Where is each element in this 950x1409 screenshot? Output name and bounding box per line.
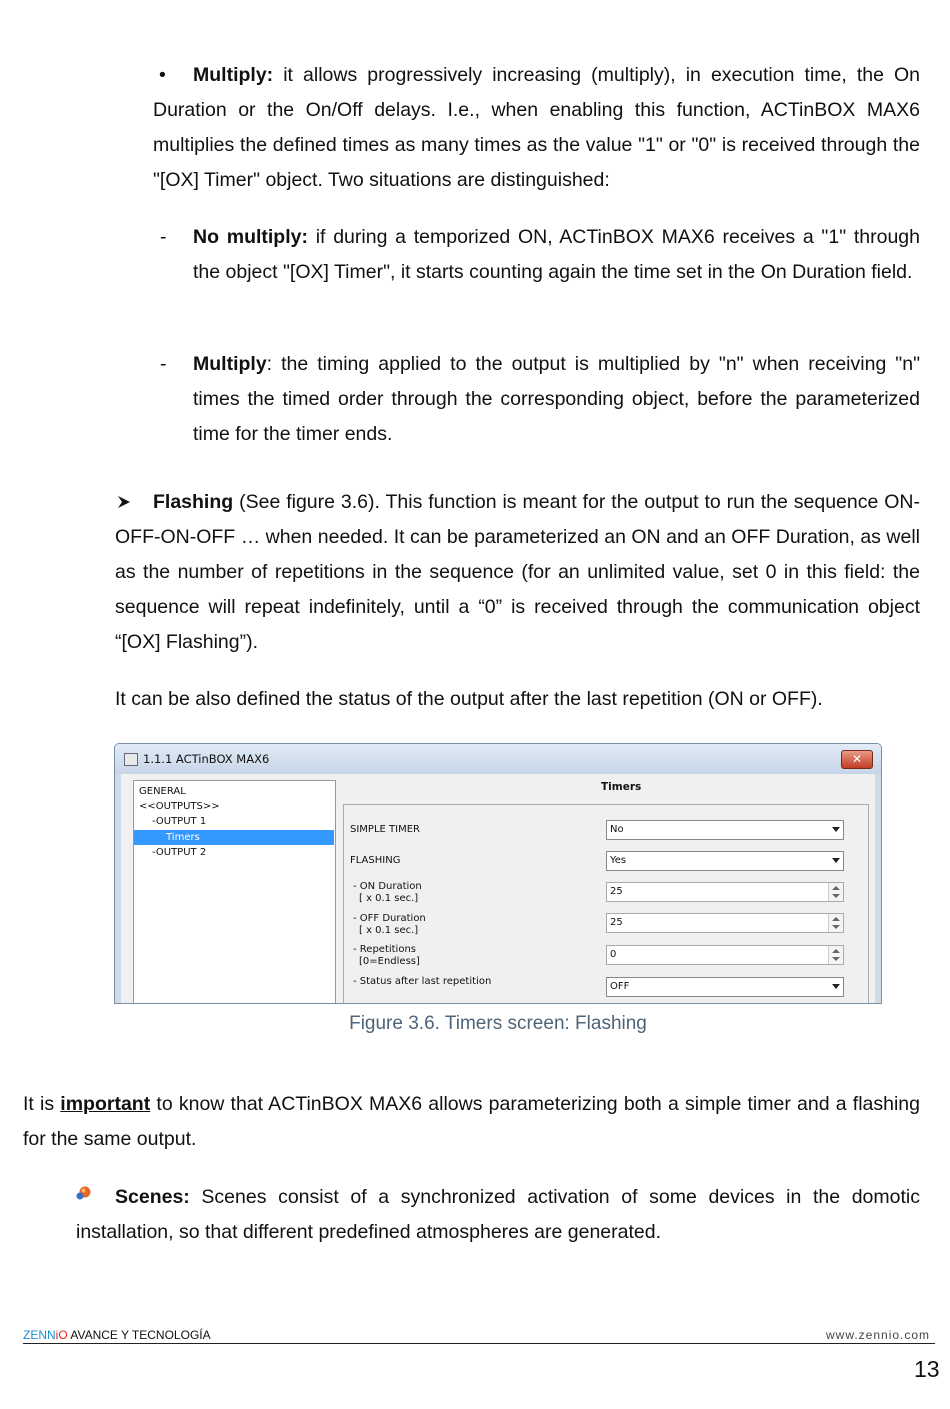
spin-buttons[interactable]	[828, 946, 843, 964]
bullet-dot: •	[159, 64, 166, 86]
flashing-value: Yes	[610, 855, 627, 866]
dash-marker: -	[160, 353, 167, 375]
multiply-title: Multiply:	[193, 64, 274, 86]
timers-groupbox	[343, 804, 869, 1004]
flashing-status-paragraph: It can be also defined the status of the output after the last repetition (ON or OFF).	[115, 688, 823, 710]
brand-tagline: AVANCE Y TECNOLOGÍA	[67, 1328, 211, 1342]
scenes-text: Scenes consist of a synchronized activation of some devices in the domotic installation, so that different predefined atmospheres are generated.	[76, 1186, 920, 1243]
spin-up-icon	[832, 917, 840, 921]
scenes-paragraph	[76, 1180, 920, 1250]
scenes-title: Scenes:	[115, 1186, 190, 1208]
no-multiply-paragraph	[193, 220, 920, 290]
window-body	[121, 774, 875, 1004]
tree-item-timers[interactable]	[134, 830, 334, 845]
important-post: to know that ACTinBOX MAX6 allows parameterizing both a simple timer and a flashing for the same output.	[23, 1093, 920, 1150]
spin-buttons[interactable]	[828, 914, 843, 932]
tree-item-output-1[interactable]: -OUTPUT 1	[152, 816, 207, 827]
footer-url[interactable]: www.zennio.com	[826, 1328, 931, 1342]
important-pre: It is	[23, 1093, 61, 1115]
off-duration-input[interactable]	[606, 913, 844, 933]
brand-logo	[23, 1328, 68, 1342]
dash-marker: -	[160, 226, 167, 248]
simple-timer-label: SIMPLE TIMER	[350, 824, 420, 835]
status-select[interactable]	[606, 977, 844, 997]
simple-timer-select[interactable]	[606, 820, 844, 840]
status-label: - Status after last repetition	[353, 976, 492, 987]
figure-caption: Figure 3.6. Timers screen: Flashing	[349, 1013, 647, 1034]
footer-divider	[23, 1343, 935, 1344]
status-value: OFF	[610, 981, 630, 992]
on-duration-label: - ON Duration	[353, 881, 422, 892]
on-duration-unit: [ x 0.1 sec.]	[359, 893, 419, 904]
spin-down-icon	[832, 925, 840, 929]
multiply-sub-text: : the timing applied to the output is multiplied by "n" when receiving "n" times the timed order through the corresponding object, before the parameterized time for the timer ends.	[193, 353, 920, 445]
flashing-text: (See figure 3.6). This function is meant for the output to run the sequence ON-OFF-ON-OFF … when needed. It can be parameterized an ON and an OFF Duration, as well as the number of repetitions in the sequence (for an unlimited value, set 0 in this field: the sequence will repeat indefinitely, until a “0” is received through the communication object “[OX] Flashing”).	[115, 491, 920, 653]
footer-brand	[23, 1328, 211, 1342]
tree-item-output-2[interactable]: -OUTPUT 2	[152, 847, 207, 858]
spin-down-icon	[832, 957, 840, 961]
tree-item-outputs[interactable]: <<OUTPUTS>>	[139, 801, 220, 812]
no-multiply-text: if during a temporized ON, ACTinBOX MAX6 receives a "1" through the object "[OX] Timer", it starts counting again the time set in the On Duration field.	[193, 226, 920, 283]
off-duration-value: 25	[610, 917, 623, 928]
repetitions-input[interactable]	[606, 945, 844, 965]
flashing-label: FLASHING	[350, 855, 401, 866]
important-word: important	[60, 1093, 151, 1115]
chevron-down-icon	[832, 984, 840, 989]
window-title: 1.1.1 ACTinBOX MAX6	[143, 752, 270, 766]
tree-item-general[interactable]: GENERAL	[139, 786, 186, 797]
repetitions-unit: [0=Endless]	[359, 956, 420, 967]
multiply-text: it allows progressively increasing (multiply), in execution time, the On Duration or the On/Off delays. I.e., when enabling this function, ACTinBOX MAX6 multiplies the defined times as many times as the value "1" or "0" is received through the "[OX] Timer" object. Two situations are distinguished:	[153, 64, 920, 191]
parameter-window	[114, 743, 882, 1004]
chevron-down-icon	[832, 858, 840, 863]
multiply-sub-title: Multiply	[193, 353, 267, 375]
close-button[interactable]: ✕	[841, 750, 873, 769]
simple-timer-value: No	[610, 824, 624, 835]
repetitions-value: 0	[610, 949, 617, 960]
window-app-icon	[124, 753, 138, 766]
chevron-down-icon	[832, 827, 840, 832]
parameter-tree	[133, 780, 336, 1004]
repetitions-label: - Repetitions	[353, 944, 417, 955]
off-duration-label: - OFF Duration	[353, 913, 426, 924]
on-duration-input[interactable]	[606, 882, 844, 902]
off-duration-unit: [ x 0.1 sec.]	[359, 925, 419, 936]
flashing-title: Flashing	[153, 491, 234, 513]
spin-up-icon	[832, 886, 840, 890]
brand-io: iO	[55, 1328, 68, 1342]
important-paragraph	[23, 1087, 920, 1157]
spin-up-icon	[832, 949, 840, 953]
flashing-select[interactable]	[606, 851, 844, 871]
page-number: 13	[914, 1356, 940, 1382]
spin-down-icon	[832, 894, 840, 898]
flashing-paragraph	[115, 485, 920, 660]
spin-buttons[interactable]	[828, 883, 843, 901]
multiply-sub-paragraph	[193, 347, 920, 452]
multiply-paragraph	[153, 58, 920, 198]
tree-item-timers-label: Timers	[166, 832, 200, 843]
panel-title: Timers	[601, 781, 642, 793]
window-titlebar	[115, 744, 881, 774]
on-duration-value: 25	[610, 886, 623, 897]
no-multiply-title: No multiply:	[193, 226, 308, 248]
brand-zen: ZENN	[23, 1328, 56, 1342]
